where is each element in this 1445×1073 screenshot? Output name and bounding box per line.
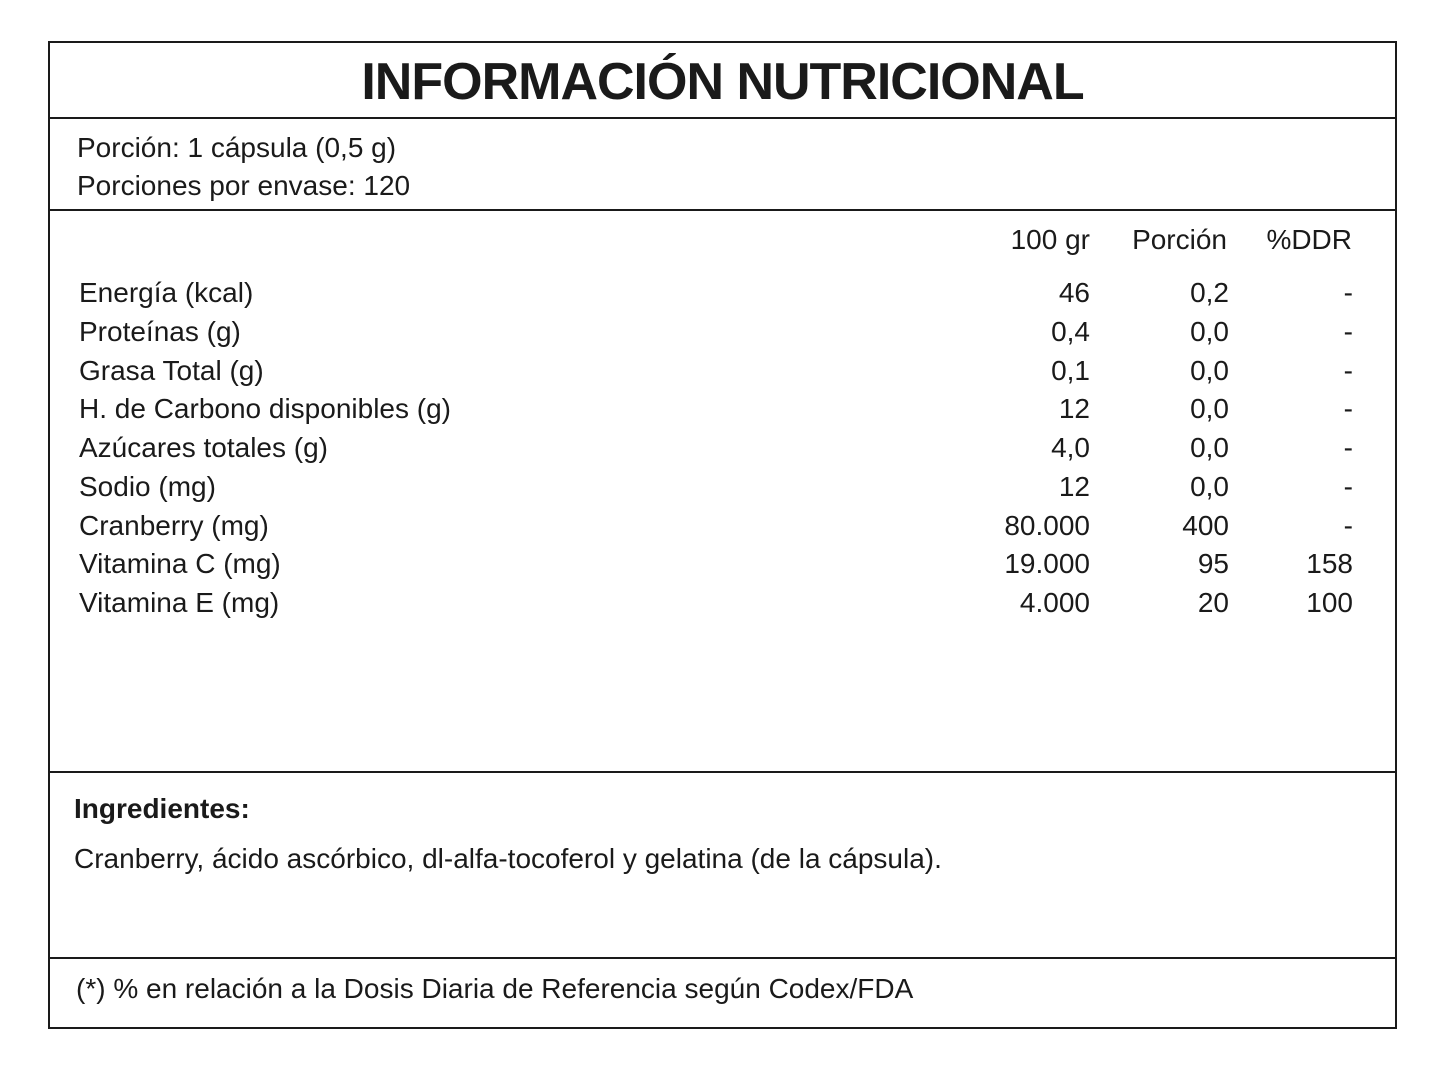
nutrient-per-portion: 95 xyxy=(1197,548,1229,580)
header-per-100: 100 gr xyxy=(1010,224,1090,255)
table-row xyxy=(50,390,1395,429)
table-row xyxy=(50,313,1395,352)
ingredients-text: Cranberry, ácido ascórbico, dl-alfa-tocoferol y gelatina (de la cápsula). xyxy=(74,843,942,874)
ingredients-title: Ingredientes: xyxy=(74,793,250,824)
nutrient-name: Energía (kcal) xyxy=(79,277,254,308)
header-per-portion: Porción xyxy=(1132,224,1227,255)
ingredients-section xyxy=(50,773,1395,959)
nutrition-table xyxy=(50,211,1395,773)
header-ddr: %DDR xyxy=(1266,224,1352,255)
table-row xyxy=(50,584,1395,623)
nutrient-per-100: 0,4 xyxy=(1051,315,1090,347)
nutrient-ddr: - xyxy=(1343,315,1353,347)
table-rows xyxy=(50,274,1395,623)
nutrient-name: Cranberry (mg) xyxy=(79,509,269,541)
nutrient-ddr: - xyxy=(1343,470,1353,502)
nutrient-per-portion: 400 xyxy=(1182,509,1229,541)
nutrient-per-portion: 0,0 xyxy=(1190,354,1229,386)
nutrient-name: Sodio (mg) xyxy=(79,470,216,502)
serving-size: Porción: 1 cápsula (0,5 g) xyxy=(77,132,397,163)
nutrient-per-100: 19.000 xyxy=(1004,548,1090,580)
nutrient-ddr: 158 xyxy=(1306,548,1353,580)
footnote-text: (*) % en relación a la Dosis Diaria de Referencia según Codex/FDA xyxy=(76,973,914,1004)
nutrient-per-portion: 0,0 xyxy=(1190,432,1229,463)
nutrient-per-portion: 0,2 xyxy=(1190,277,1229,308)
nutrient-ddr: - xyxy=(1343,393,1353,425)
nutrient-per-100: 4.000 xyxy=(1019,587,1090,618)
nutrient-name: Azúcares totales (g) xyxy=(79,432,328,463)
nutrient-ddr: 100 xyxy=(1306,587,1353,618)
nutrient-per-100: 46 xyxy=(1058,277,1090,308)
nutrient-per-100: 4,0 xyxy=(1051,432,1090,463)
table-header xyxy=(50,221,1395,257)
title-section xyxy=(50,43,1395,119)
nutrition-label xyxy=(48,41,1397,1029)
nutrient-per-portion: 0,0 xyxy=(1190,393,1229,425)
nutrient-ddr: - xyxy=(1343,432,1353,463)
nutrient-per-portion: 0,0 xyxy=(1190,315,1229,347)
label-title: INFORMACIÓN NUTRICIONAL xyxy=(361,53,1084,111)
table-row xyxy=(50,468,1395,507)
nutrient-name: Proteínas (g) xyxy=(79,315,241,347)
nutrient-name: Vitamina C (mg) xyxy=(79,548,281,580)
table-row xyxy=(50,274,1395,313)
table-row xyxy=(50,507,1395,546)
nutrient-per-100: 12 xyxy=(1058,470,1090,502)
nutrient-name: Vitamina E (mg) xyxy=(79,587,280,618)
nutrient-per-100: 0,1 xyxy=(1051,354,1090,386)
nutrient-per-portion: 0,0 xyxy=(1190,470,1229,502)
nutrient-ddr: - xyxy=(1343,509,1353,541)
table-row xyxy=(50,429,1395,468)
table-row xyxy=(50,352,1395,391)
footnote-section xyxy=(50,959,1395,1027)
table-row xyxy=(50,545,1395,584)
nutrient-ddr: - xyxy=(1343,277,1353,308)
nutrient-name: H. de Carbono disponibles (g) xyxy=(79,393,451,425)
serving-section xyxy=(50,119,1395,211)
nutrient-name: Grasa Total (g) xyxy=(79,354,264,386)
nutrient-per-100: 12 xyxy=(1058,393,1090,425)
servings-per-container: Porciones por envase: 120 xyxy=(77,170,411,201)
nutrient-per-100: 80.000 xyxy=(1004,509,1090,541)
nutrient-ddr: - xyxy=(1343,354,1353,386)
nutrient-per-portion: 20 xyxy=(1197,587,1229,618)
